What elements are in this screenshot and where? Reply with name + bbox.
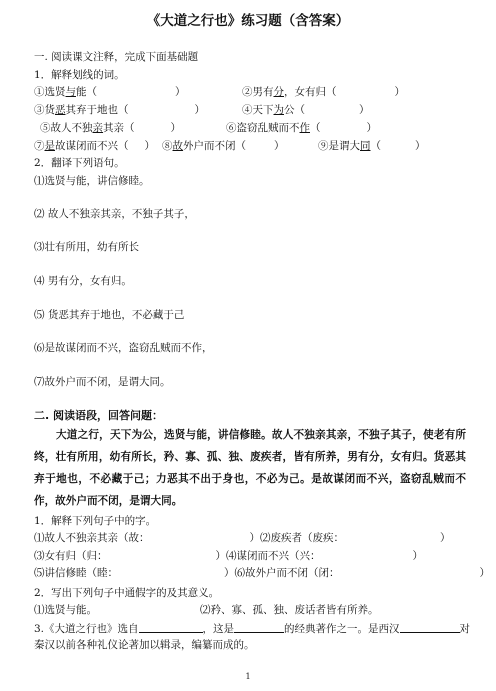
- reading-passage: [34, 424, 466, 512]
- translation-item-5: ⑸ 货恶其弃于地也，不必藏于己: [34, 309, 185, 321]
- translation-item-1: ⑴选贤与能，讲信修睦。: [34, 175, 150, 187]
- sec2-q2-item1: ⑴选贤与能。: [34, 604, 97, 616]
- question1-label: 1．解释划线的词。: [34, 69, 125, 81]
- sec2-question2-label: 2．写出下列句子中通假字的及其意义。: [34, 587, 220, 599]
- sec2-q2-item2: ⑵矜、寡、孤、独、废话者皆有所养。: [200, 604, 379, 616]
- page-number: 1: [245, 672, 251, 681]
- sec2-q1-row2: ⑶女有归（归： ）⑷谋闭而不兴（兴： ）: [34, 550, 423, 562]
- section2-heading: 二. 阅读语段，回答问题：: [34, 409, 164, 422]
- sec2-q1-row3: ⑸讲信修睦（睦： ）⑹故外户而不闭（闭： ）: [34, 567, 490, 579]
- question2-label: 2．翻译下列语句。: [34, 157, 125, 169]
- translation-item-6: ⑹是故谋闭而不兴，盗窃乱贼而不作，: [34, 342, 213, 354]
- fill-blank-school[interactable]: [234, 622, 284, 633]
- word-item-6: ⑥盗窃乱贼而不作（ ）: [226, 122, 377, 134]
- word-item-8: ⑧故外户而不闭（ ）: [162, 140, 285, 152]
- sec2-q1-row1: ⑴故人不独亲其亲（故： ）⑵废疾者（废疾： ）: [34, 532, 451, 544]
- word-item-1: ①选贤与能（ ）: [34, 86, 186, 98]
- translation-item-7: ⑺故外户而不闭，是谓大同。: [34, 376, 171, 388]
- section1-heading: 一. 阅读课文注释，完成下面基础题: [34, 51, 199, 63]
- word-item-7: ⑦是故谋闭而不兴（ ）: [34, 140, 155, 152]
- sec2-question3: 3.《大道之行也》选自 ，这是 的经典著作之一。是西汉 对: [34, 623, 471, 635]
- fill-blank-source[interactable]: [139, 622, 203, 633]
- fill-blank-compiler[interactable]: [400, 622, 460, 633]
- translation-item-2: ⑵ 故人不独亲其亲，不独子其子，: [34, 208, 195, 220]
- sec2-question3-cont: 秦汉以前各种礼仪论著加以辑录，编纂而成的。: [34, 639, 255, 651]
- translation-item-4: ⑷ 男有分，女有归。: [34, 275, 132, 287]
- translation-item-3: ⑶壮有所用，幼有所长: [34, 241, 139, 253]
- passage-text: 大道之行，天下为公，选贤与能，讲信修睦。故人不独亲其亲，不独子其子，使老有所终，壮有所用，幼有所长，矜、寡、孤、独、废疾者，皆有所养，男有分，女有归。货恶其弃于地也，不必藏于己；力恶其不出于身也，不必为己。是故谋闭而不兴，盗窃乱贼而不作，故外户而不闭，是谓大同。: [34, 429, 466, 507]
- word-item-2: ②男有分，女有归（ ）: [242, 86, 405, 98]
- word-item-3: ③货恶其弃于地也（ ）: [34, 104, 205, 116]
- word-item-9: ⑨是谓大同（ ）: [318, 140, 426, 152]
- sec2-question1-label: 1．解释下列句子中的字。: [34, 515, 157, 527]
- word-item-5: ⑤故人不独亲其亲（ ）: [40, 122, 181, 134]
- word-item-4: ④天下为公（ ）: [242, 104, 370, 116]
- document-title: 《大道之行也》练习题（含答案）: [146, 13, 350, 29]
